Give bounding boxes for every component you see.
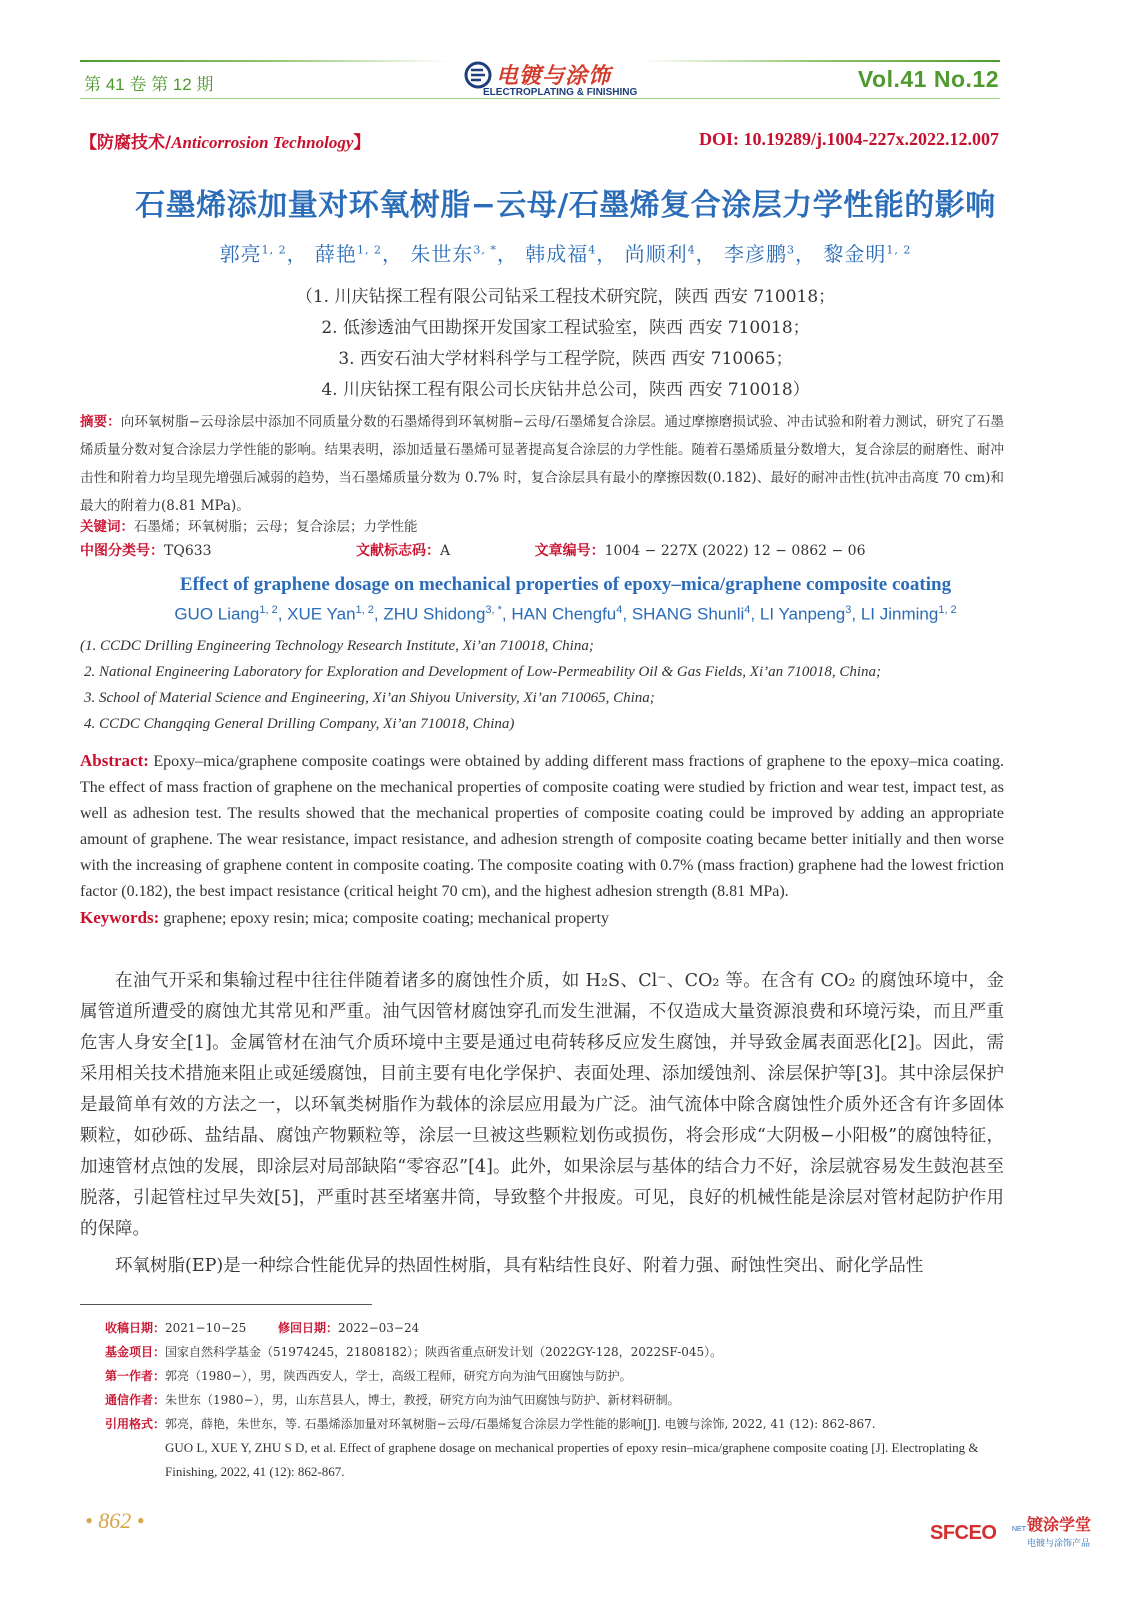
- affiliation-en-1: (1. CCDC Drilling Engineering Technology Research Institute, Xi’an 710018, China;: [80, 638, 594, 654]
- journal-logo-icon: [463, 60, 493, 90]
- first-author-label: 第一作者：: [105, 1369, 166, 1383]
- article-no-value: 1004 − 227X (2022) 12 − 0862 − 06: [604, 543, 866, 559]
- author-en-sup: 1, 2: [259, 604, 278, 616]
- volume-issue-en: Vol.41 No.12: [857, 66, 999, 92]
- author-cn: 黎金明: [823, 242, 887, 266]
- article-title-cn: 石墨烯添加量对环氧树脂−云母/石墨烯复合涂层力学性能的影响: [135, 188, 996, 223]
- author-cn-sup: 3: [786, 243, 795, 257]
- footnotes: [105, 1316, 1005, 1484]
- affiliation-en-3: 3. School of Material Science and Engineering, Xi’an Shiyou University, Xi’an 710065, China;: [84, 690, 655, 706]
- author-en: LI Yanpeng: [759, 604, 846, 624]
- author-en-sup: 3: [845, 604, 852, 616]
- header-rule-left: [80, 60, 450, 62]
- section-tag: [80, 128, 370, 153]
- revised-date: 2022−03−24: [338, 1321, 420, 1335]
- author-en: LI Jinming: [860, 604, 939, 624]
- abstract-en: [80, 748, 1004, 932]
- author-cn-sup: 4: [687, 243, 696, 257]
- author-en: HAN Chengfu: [511, 604, 617, 624]
- received-label: 收稿日期：: [105, 1321, 166, 1335]
- authors-cn: 郭亮$^{1, 2}$， 薛艳$^{1, 2}$， 朱世东$^{3, *}$， 韩成福$^4$， 尚顺利$^4$， 李彦鹏$^3$， 黎金明$^{1, 2}$: [219, 242, 912, 266]
- affiliation-en-2: 2. National Engineering Laboratory for Exploration and Development of Low-Permeability Oil & Gas Fields, Xi’an 710018, China;: [84, 664, 882, 680]
- section-tag-cn: 【防腐技术/: [80, 133, 172, 153]
- abstract-en-label: Abstract:: [80, 751, 149, 770]
- brand-cn: 镀涂学堂: [1027, 1515, 1092, 1534]
- fund-label: 基金项目：: [105, 1345, 166, 1359]
- section-tag-close: 】: [353, 133, 371, 153]
- corr-author-label: 通信作者：: [105, 1393, 166, 1407]
- author-cn-sup: 1, 2: [357, 243, 383, 257]
- author-cn: 薛艳: [315, 242, 358, 266]
- abstract-en-text: Epoxy–mica/graphene composite coatings were obtained by adding different mass fractions of graphene to the epoxy–mica coating. The effect of mass fraction of graphene on the mechanical properties of composite coating were studied by friction and wear test, impact test, as well as adhesion test. The results showed that the mechanical properties of composite coating could be improved by adding an appropriate amount of graphene. The wear resistance, impact resistance, and adhesion strength of composite coating became better initially and then worse with the increasing of graphene content in composite coating. The composite coating with 0.7% (mass fraction) graphene had the lowest friction factor (0.182), the best impact resistance (critical height 70 cm), and the highest adhesion strength (8.81 MPa).: [80, 753, 1005, 900]
- footnote-dates: [105, 1316, 1005, 1340]
- corr-author-text: 朱世东（1980−），男，山东莒县人，博士，教授，研究方向为油气田腐蚀与防护、新材料研制。: [165, 1393, 680, 1407]
- footnote-fund: [105, 1340, 1005, 1364]
- author-en-sup: 1, 2: [355, 604, 374, 616]
- author-en-sup: 4: [744, 604, 751, 616]
- footnote-corr-author: [105, 1388, 1005, 1412]
- brand-logo: [930, 1510, 1100, 1560]
- author-cn: 朱世东: [410, 242, 474, 266]
- keywords-cn-label: 关键词：: [80, 519, 134, 535]
- article-title-en: Effect of graphene dosage on mechanical properties of epoxy–mica/graphene composite coating: [179, 574, 952, 595]
- citation-en: GUO L, XUE Y, ZHU S D, et al. Effect of graphene dosage on mechanical properties of epoxy resin–mica/graphene composite coating [J]. Electroplating & Finishing, 2022, 41 (12): 862-867.: [165, 1440, 979, 1479]
- author-cn-sup: 4: [588, 243, 597, 257]
- author-cn-sup: 1, 2: [886, 243, 912, 257]
- affiliation-cn-3: 3. 西安石油大学材料科学与工程学院，陕西 西安 710065；: [338, 349, 793, 369]
- citation-body: [165, 1412, 1005, 1484]
- page-number: • 862 •: [85, 1508, 145, 1533]
- keywords-cn: [80, 513, 1004, 541]
- footnote-citation: [105, 1412, 1005, 1484]
- affiliation-en-4: 4. CCDC Changqing General Drilling Company, Xi’an 710018, China): [84, 716, 515, 732]
- keywords-en-text: graphene; epoxy resin; mica; composite coating; mechanical property: [163, 910, 609, 927]
- revised-label: 修回日期：: [278, 1321, 339, 1335]
- volume-issue-cn: 第 41 卷 第 12 期: [84, 75, 214, 94]
- author-cn: 尚顺利: [624, 242, 688, 266]
- author-en: ZHU Shidong: [383, 604, 486, 624]
- abstract-cn-text: 向环氧树脂−云母涂层中添加不同质量分数的石墨烯得到环氧树脂−云母/石墨烯复合涂层。通过摩擦磨损试验、冲击试验和附着力测试，研究了石墨烯质量分数对复合涂层力学性能的影响。结果表明，添加适量石墨烯可显著提高复合涂层的力学性能。随着石墨烯质量分数增大，复合涂层的耐磨性、耐冲击性和附着力均呈现先增强后减弱的趋势，当石墨烯质量分数为 0.7% 时，复合涂层具有最小的摩擦因数(0.182)、最好的耐冲击性(抗冲击高度 70 cm)和最大的附着力(8.81 MPa)。: [80, 414, 1005, 514]
- affiliation-cn-1: （1. 川庆钻探工程有限公司钻采工程技术研究院，陕西 西安 710018；: [295, 287, 836, 307]
- doi-link[interactable]: DOI: 10.19289/j.1004-227x.2022.12.007: [699, 129, 999, 149]
- journal-logo-cn: 电镀与涂饰: [496, 63, 612, 89]
- doc-code-value: A: [440, 543, 451, 559]
- authors-en: GUO Liang$^{1, 2}$, XUE Yan$^{1, 2}$, ZHU Shidong$^{3, *}$, HAN Chengfu$^4$, SHANG Shunli$^4$, LI Yanpeng$^3$, LI Jinming$^{1, 2}$: [174, 604, 957, 624]
- footnote-rule: [80, 1304, 372, 1305]
- brand-sfceo: SFCEO: [930, 1522, 997, 1544]
- citation-cn: 郭亮，薛艳，朱世东，等. 石墨烯添加量对环氧树脂−云母/石墨烯复合涂层力学性能的影响[J]. 电镀与涂饰, 2022, 41 (12): 862-867.: [165, 1417, 876, 1431]
- author-en: SHANG Shunli: [631, 604, 745, 624]
- author-en-sup: 1, 2: [938, 604, 957, 616]
- clc-value: TQ633: [164, 543, 212, 559]
- author-en: XUE Yan: [287, 604, 356, 624]
- journal-logo: [463, 58, 638, 102]
- article-no-label: 文章编号：: [534, 543, 605, 559]
- abstract-cn: [80, 408, 1004, 520]
- header-rule-right: [640, 60, 1000, 62]
- affiliation-cn-4: 4. 川庆钻探工程有限公司长庆钻井总公司，陕西 西安 710018）: [321, 380, 810, 400]
- brand-net: NET: [1012, 1526, 1026, 1533]
- footnote-first-author: [105, 1364, 1005, 1388]
- keywords-en-label: Keywords:: [80, 908, 160, 927]
- author-en-sup: 3, *: [485, 604, 502, 616]
- affiliation-cn-2: 2. 低渗透油气田勘探开发国家工程试验室，陕西 西安 710018；: [321, 318, 810, 338]
- author-cn: 韩成福: [525, 242, 589, 266]
- author-en: GUO Liang: [174, 604, 260, 624]
- received-date: 2021−10−25: [165, 1321, 247, 1335]
- body-paragraph-1: 在油气开采和集输过程中往往伴随着诸多的腐蚀性介质，如 H₂S、Cl⁻、CO₂ 等。在含有 CO₂ 的腐蚀环境中，金属管道所遭受的腐蚀尤其常见和严重。油气因管材腐蚀穿孔而发生泄漏，不仅造成大量资源浪费和环境污染，而且严重危害人身安全[1]。金属管材在油气介质环境中主要是通过电荷转移反应发生腐蚀，并导致金属表面恶化[2]。因此，需采用相关技术措施来阻止或延缓腐蚀，目前主要有电化学保护、表面处理、添加缓蚀剂、涂层保护等[3]。其中涂层保护是最简单有效的方法之一，以环氧类树脂作为载体的涂层应用最为广泛。油气流体中除含腐蚀性介质外还含有许多固体颗粒，如砂砾、盐结晶、腐蚀产物颗粒等，涂层一旦被这些颗粒划伤或损伤，将会形成“大阴极−小阳极”的腐蚀特征，加速管材点蚀的发展，即涂层对局部缺陷“零容忍”[4]。此外，如果涂层与基体的结合力不好，涂层就容易发生鼓泡甚至脱落，引起管柱过早失效[5]，严重时甚至堵塞井筒，导致整个井报废。可见，良好的机械性能是涂层对管材起防护作用的保障。: [80, 971, 1004, 1239]
- section-tag-en: Anticorrosion Technology: [171, 133, 354, 152]
- author-cn-sup: 1, 2: [261, 243, 287, 257]
- author-en-sup: 4: [616, 604, 623, 616]
- keywords-cn-text: 石墨烯；环氧树脂；云母；复合涂层；力学性能: [134, 519, 418, 535]
- fund-text: 国家自然科学基金（51974245，21808182）；陕西省重点研发计划（2022GY-128，2022SF-045）。: [165, 1345, 723, 1359]
- author-cn: 郭亮: [219, 242, 262, 266]
- first-author-text: 郭亮（1980−），男，陕西西安人，学士，高级工程师，研究方向为油气田腐蚀与防护。: [165, 1369, 632, 1383]
- citation-label: 引用格式：: [105, 1417, 166, 1431]
- brand-sub: 电镀与涂饰产品: [1027, 1539, 1091, 1549]
- meta-line: [80, 540, 866, 560]
- doc-code-label: 文献标志码：: [356, 543, 440, 559]
- abstract-cn-label: 摘要：: [80, 414, 121, 430]
- author-cn-sup: 3, *: [473, 243, 497, 257]
- body-paragraph-2: 环氧树脂(EP)是一种综合性能优异的热固性树脂，具有粘结性良好、附着力强、耐蚀性突出、耐化学品性: [115, 1256, 924, 1276]
- journal-logo-en: ELECTROPLATING & FINISHING: [483, 87, 638, 98]
- author-cn: 李彦鹏: [723, 242, 787, 266]
- clc-label: 中图分类号：: [80, 543, 164, 559]
